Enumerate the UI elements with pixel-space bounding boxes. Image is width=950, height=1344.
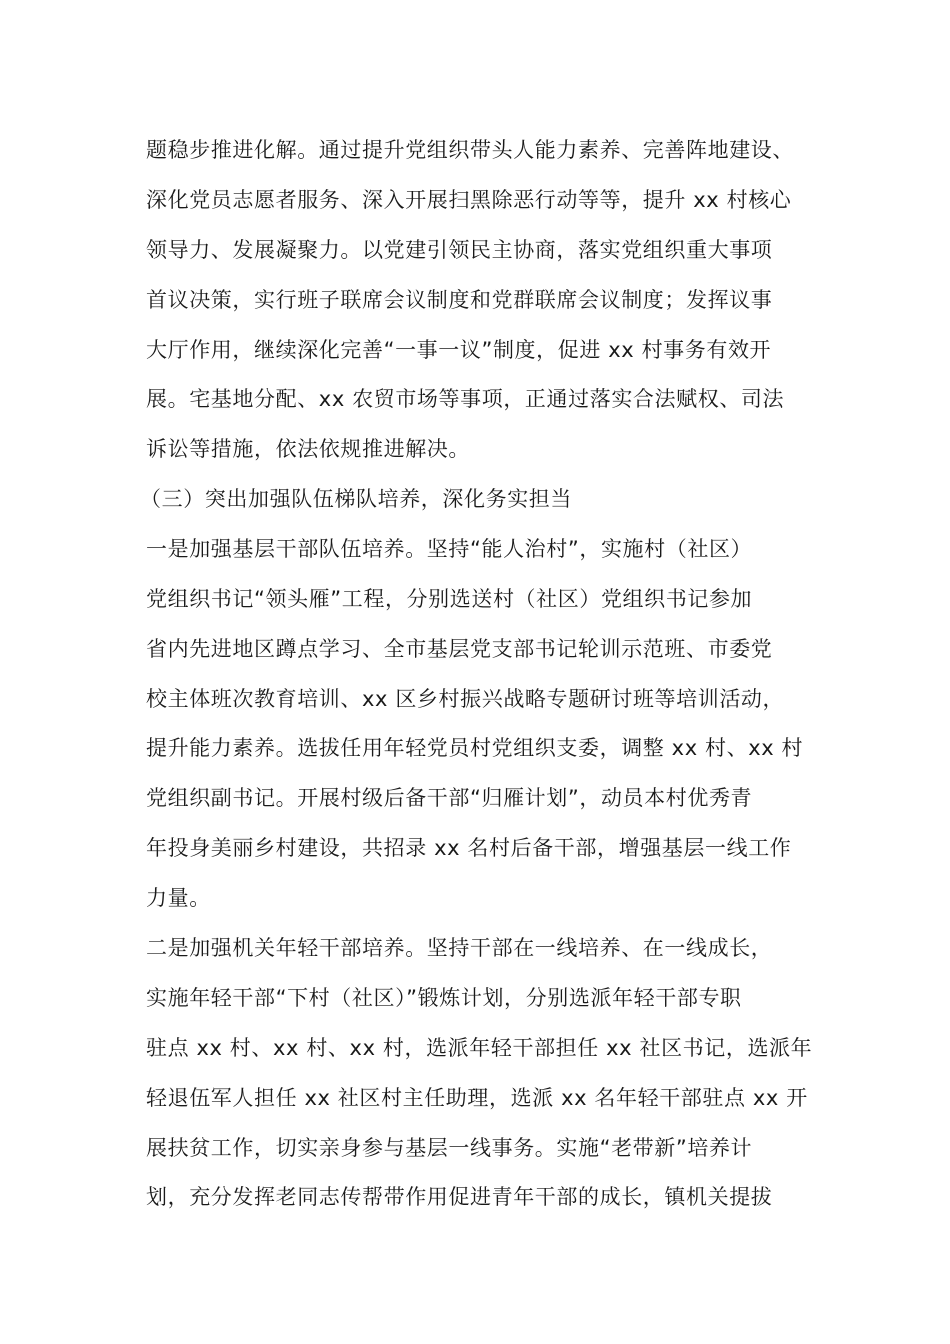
text-line: 二是加强机关年轻干部培养。坚持干部在一线培养、在一线成长， — [146, 936, 773, 960]
text-line: 大厅作用，继续深化完善“一事一议”制度，促进 xx 村事务有效开 — [146, 338, 772, 362]
text-line: 力量。 — [146, 886, 211, 910]
text-line: 划，充分发挥老同志传帮带作用促进青年干部的成长，镇机关提拔 — [146, 1185, 773, 1209]
text-line: 省内先进地区蹲点学习、全市基层党支部书记轮训示范班、市委党 — [146, 637, 773, 661]
text-line: 领导力、发展凝聚力。以党建引领民主协商，落实党组织重大事项 — [146, 238, 773, 262]
text-line: 首议决策，实行班子联席会议制度和党群联席会议制度；发挥议事 — [146, 288, 773, 312]
text-line: 实施年轻干部“下村（社区）”锻炼计划，分别选派年轻干部专职 — [146, 986, 742, 1010]
text-line: 校主体班次教育培训、xx 区乡村振兴战略专题研讨班等培训活动， — [146, 687, 785, 711]
text-line: 展。宅基地分配、xx 农贸市场等事项，正通过落实合法赋权、司法 — [146, 387, 785, 411]
text-line: 党组织书记“领头雁”工程，分别选送村（社区）党组织书记参加 — [146, 587, 753, 611]
text-line: 展扶贫工作，切实亲身参与基层一线事务。实施“老带新”培养计 — [146, 1136, 753, 1160]
text-line: 驻点 xx 村、xx 村、xx 村，选派年轻干部担任 xx 社区书记，选派年 — [146, 1036, 813, 1060]
text-line: 提升能力素养。选拔任用年轻党员村党组织支委，调整 xx 村、xx 村 — [146, 736, 804, 760]
text-line: 轻退伍军人担任 xx 社区村主任助理，选派 xx 名年轻干部驻点 xx 开 — [146, 1086, 808, 1110]
section-heading: （三）突出加强队伍梯队培养，深化务实担当 — [140, 487, 572, 511]
text-line: 一是加强基层干部队伍培养。坚持“能人治村”，实施村（社区） — [146, 537, 753, 561]
text-line: 年投身美丽乡村建设，共招录 xx 名村后备干部，增强基层一线工作 — [146, 836, 792, 860]
text-line: 深化党员志愿者服务、深入开展扫黑除恶行动等等，提升 xx 村核心 — [146, 188, 792, 212]
text-line: 诉讼等措施，依法依规推进解决。 — [146, 437, 470, 461]
text-line: 党组织副书记。开展村级后备干部“归雁计划”，动员本村优秀青 — [146, 786, 753, 810]
text-line: 题稳步推进化解。通过提升党组织带头人能力素养、完善阵地建设、 — [146, 138, 794, 162]
